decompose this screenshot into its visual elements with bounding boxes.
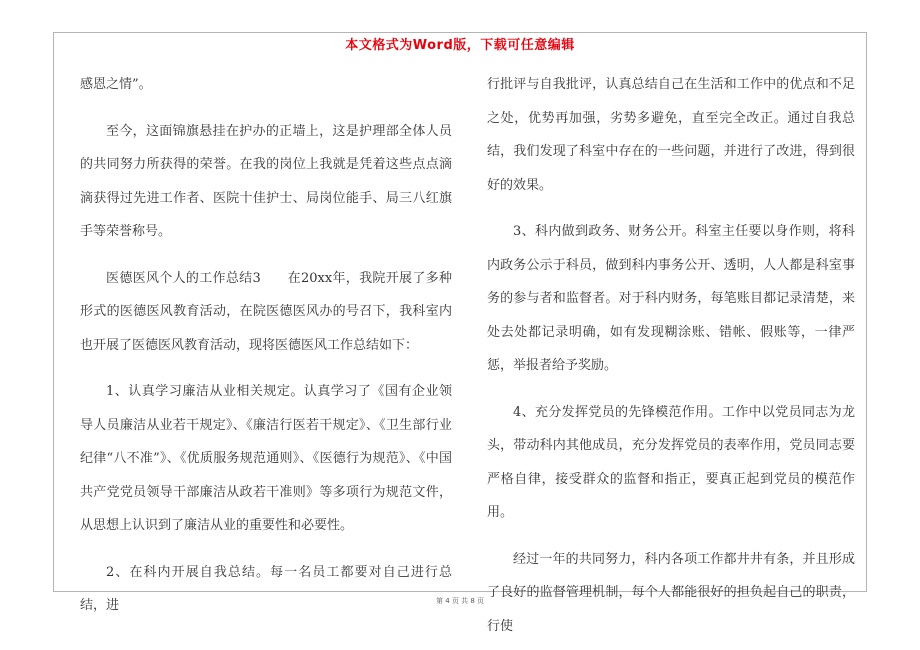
paragraph-continuation: 感恩之情”。 (80, 77, 152, 92)
header-banner: 本文格式为Word版，下载可任意编辑 (345, 38, 575, 53)
paragraph-summary-intro: 医德医风个人的工作总结3 在20xx年，我院开展了多种形式的医德医风教育活动，在院医德医风办的号召下，我科室内也开展了医德医风教育活动，现将医德医风工作总结如下： (80, 270, 452, 353)
paragraph-conclusion: 经过一年的共同努力，科内各项工作都井井有条，并且形成了良好的监督管理机制，每个人都能很好的担负起自己的职责，行使 (487, 551, 855, 634)
paragraph-gap (487, 383, 855, 396)
page-number: 第 4 页 共 8 页 (435, 597, 485, 605)
paragraph-gap (487, 530, 855, 543)
paragraph-item-4: 4、充分发挥党员的先锋模范作用。工作中以党员同志为龙头，带动科内其他成员，充分发挥党员的表率作用，党员同志要严格自律，接受群众的监督和指正，要真正起到党员的模范作用。 (487, 404, 855, 520)
right-column (487, 68, 855, 643)
paragraph-gap (80, 543, 452, 556)
paragraph-item-1: 1、认真学习廉洁从业相关规定。认真学习了《国有企业领导人员廉洁从业若干规定》、《廉洁行医若干规定》、《卫生部行业纪律“八不准”》、《优质服务规范通则》、《医德行为规范》、《中国共产党党员领导干部廉洁从政若干准则》等多项行为规范文件，从思想上认识到了廉洁从业的重要性和必要性。 (80, 384, 452, 533)
paragraph-honor: 至今，这面锦旗悬挂在护办的正墙上，这是护理部全体人员的共同努力所获得的荣誉。在我的岗位上我就是凭着这些点点滴滴获得过先进工作者、医院十佳护士、局岗位能手、局三八红旗手等荣誉称号。 (80, 123, 452, 239)
paragraph-gap (80, 249, 452, 262)
left-column (80, 68, 452, 623)
paragraph-gap (80, 362, 452, 375)
paragraph-item-3: 3、科内做到政务、财务公开。科室主任要以身作则，将科内政务公示于科员，做到科内事务公开、透明，人人都是科室事务的参与者和监督者。对于科内财务，每笔账目都记录清楚，来处去处都记录明确，如有发现糊涂账、错帐、假账等，一律严惩，举报者给予奖励。 (487, 224, 855, 373)
paragraph-item-2-continued: 行批评与自我批评，认真总结自己在生活和工作中的优点和不足之处，优势再加强，劣势多避免，直至完全改正。通过自我总结，我们发现了科室中存在的一些问题，并进行了改进，得到很好的效果。 (487, 77, 855, 193)
paragraph-item-2: 2、在科内开展自我总结。每一名员工都要对自己进行总结，进 (80, 564, 452, 613)
paragraph-gap (80, 102, 452, 115)
paragraph-gap (487, 202, 855, 215)
